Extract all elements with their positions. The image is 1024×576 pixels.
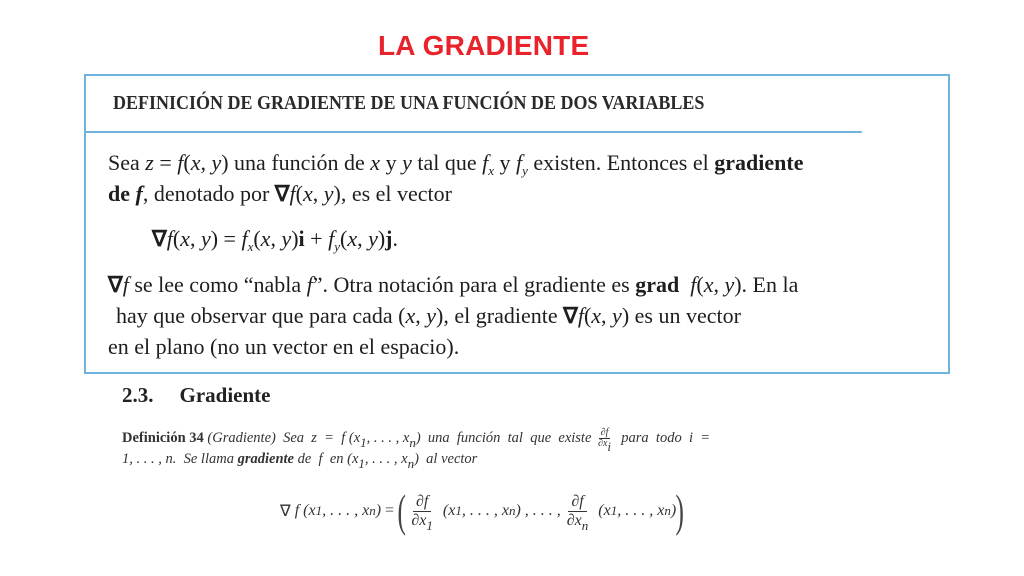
body-line-2: de f, denotado por ∇f(x, y), es el vector xyxy=(108,181,452,206)
section-number: 2.3. xyxy=(122,383,154,407)
definition-line-1: Definición 34 (Gradiente) Sea z = f ($x_1$, . . . , $x_n$) una función tal que existe $\frac{\partial f}{\partial x_i}$ para todo i = xyxy=(122,427,711,454)
definition-box xyxy=(84,74,950,374)
slide-title: LA GRADIENTE xyxy=(378,30,590,61)
gradient-formula-n-vars: ∇ f (x 1 , . . . , x n ) = ( $\frac{\partial f}{\partial x_1}$ (x 1 , . . . , x n ) , . . . , $\frac{\partial f}{\partial x_n}$ (x 1 , . . . , x n ) ) xyxy=(280,485,685,536)
section-heading xyxy=(122,383,270,408)
partial-fraction-xn: $\frac{\partial f}{\partial x_n}$ xyxy=(566,492,589,533)
partial-fraction-x1: $\frac{\partial f}{\partial x_1}$ xyxy=(411,492,433,533)
gradient-equation-two-vars: ∇f(x, $y) = f_x(x$, $y)i + f_y(x$, y)j. xyxy=(152,226,398,254)
partial-fraction-small: $\frac{\partial f}{\partial x_i}$ xyxy=(598,427,612,454)
definition-name: (Gradiente) xyxy=(207,429,276,446)
section-title: Gradiente xyxy=(179,383,271,407)
body-line-1: Sea z = f(x, y) una función de x y y tal que $f_x$ y $f_y$ existen. Entonces el gradiente xyxy=(108,150,804,178)
body-line-4: hay que observar que para cada (x, y), el gradiente ∇f(x, y) es un vector xyxy=(116,303,741,328)
definition-box-header: DEFINICIÓN DE GRADIENTE DE UNA FUNCIÓN DE DOS VARIABLES xyxy=(86,76,862,133)
body-line-3: ∇f se lee como “nabla f”. Otra notación para el gradiente es grad f(x, y). En la xyxy=(108,272,799,297)
body-line-5: en el plano (no un vector en el espacio). xyxy=(108,334,460,359)
definition-line-2: 1, . . . , n. Se llama gradiente de f en ($x_1$, . . . , $x_n$) al vector xyxy=(122,451,478,471)
definition-label: Definición 34 xyxy=(122,429,204,446)
